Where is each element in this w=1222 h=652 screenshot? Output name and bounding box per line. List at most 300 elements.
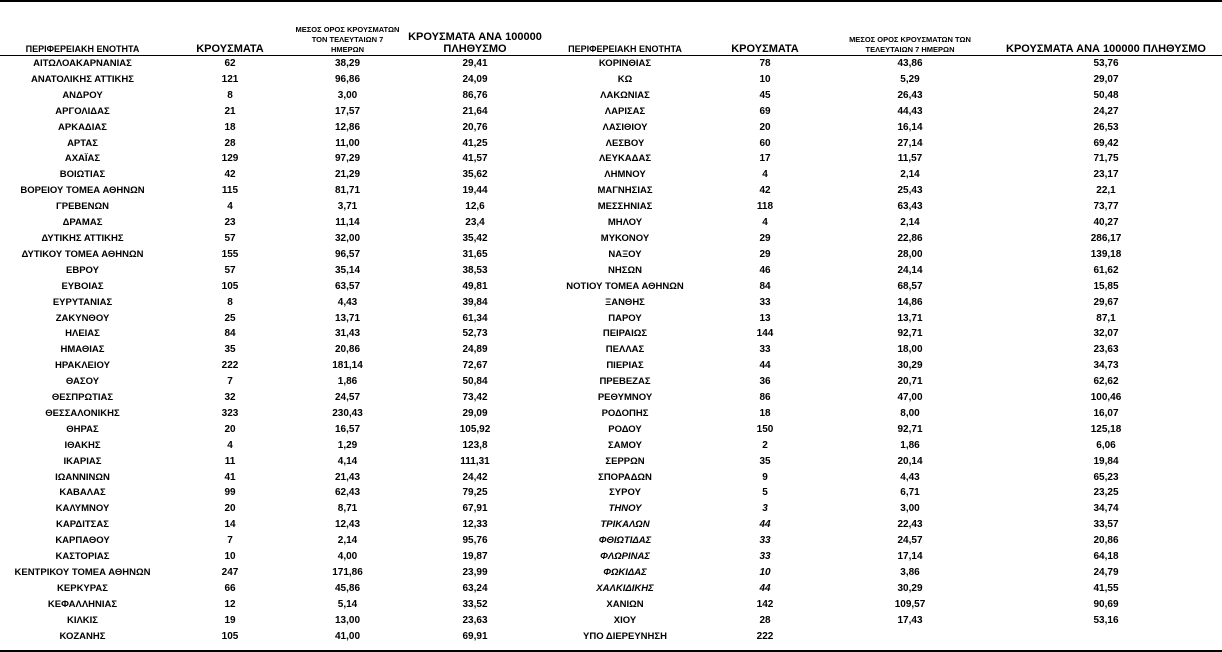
table-row [0, 183, 1222, 199]
cases-cell: 32 [224, 392, 236, 404]
avg7-cell: 4,43 [900, 471, 920, 483]
avg7-cell [830, 629, 990, 645]
avg7-cell: 20,14 [897, 455, 923, 467]
avg7-cell: 2,14 [900, 217, 920, 229]
per100k-cell: 61,34 [462, 312, 488, 324]
per100k-cell: 39,84 [462, 296, 488, 308]
avg7-cell: 4,43 [337, 296, 358, 308]
cases-cell: 13 [759, 312, 771, 324]
avg7-cell: 63,43 [897, 201, 923, 213]
covid-cases-table [0, 22, 1222, 645]
avg7-cell: 13,71 [897, 312, 923, 324]
cases-cell: 115 [221, 185, 239, 197]
per100k-cell: 35,42 [462, 232, 488, 244]
cases-cell: 155 [221, 248, 239, 260]
avg7-cell: 181,14 [332, 360, 363, 372]
cases-cell: 57 [224, 264, 236, 276]
region-cell: ΞΑΝΘΗΣ [605, 296, 645, 308]
region-cell: ΜΥΚΟΝΟΥ [600, 232, 650, 244]
table-row [0, 549, 1222, 565]
col-header-cases: ΚΡΟΥΣΜΑΤΑ [165, 22, 295, 56]
avg7-cell: 5,14 [337, 598, 358, 610]
table-row [0, 295, 1222, 311]
avg7-cell: 16,57 [334, 423, 361, 435]
cases-cell: 84 [224, 328, 236, 340]
per100k-cell: 33,52 [462, 598, 488, 610]
region-cell: ΕΒΡΟΥ [66, 264, 99, 276]
per100k-cell: 29,67 [1093, 296, 1119, 308]
cases-cell: 84 [759, 280, 771, 292]
per100k-cell: 34,74 [1093, 503, 1119, 515]
per100k-cell: 86,76 [462, 89, 488, 101]
cases-cell: 323 [221, 407, 239, 419]
per100k-cell: 23,17 [1093, 169, 1119, 181]
region-cell: ΑΙΤΩΛΟΑΚΑΡΝΑΝΙΑΣ [33, 58, 132, 69]
per100k-cell: 23,25 [1093, 487, 1119, 499]
cases-cell: 33 [759, 535, 771, 547]
avg7-cell: 30,29 [897, 360, 923, 372]
table-row [0, 517, 1222, 533]
per100k-cell: 95,76 [462, 535, 488, 547]
avg7-cell: 16,14 [897, 121, 923, 133]
region-cell: ΤΗΝΟΥ [608, 503, 642, 515]
per100k-cell: 21,64 [462, 105, 488, 117]
per100k-cell: 41,55 [1093, 582, 1119, 594]
avg7-cell: 4,14 [337, 455, 358, 467]
region-cell: ΡΟΔΟΥ [608, 423, 642, 435]
cases-cell: 41 [224, 471, 236, 483]
col-header-region-2: ΠΕΡΙΦΕΡΕΙΑΚΗ ΕΝΟΤΗΤΑ [550, 22, 700, 56]
cases-cell: 62 [224, 58, 236, 69]
avg7-cell: 1,29 [337, 439, 358, 451]
region-cell: ΡΟΔΟΠΗΣ [601, 407, 649, 419]
cases-cell: 7 [227, 376, 233, 388]
region-cell: ΚΕΝΤΡΙΚΟΥ ΤΟΜΕΑ ΑΘΗΝΩΝ [14, 567, 151, 578]
cases-cell: 20 [224, 503, 236, 515]
per100k-cell: 40,27 [1093, 217, 1119, 229]
cases-cell: 29 [759, 232, 771, 244]
region-cell: ΥΠΟ ΔΙΕΡΕΥΝΗΣΗ [583, 630, 667, 642]
region-cell: ΗΜΑΘΙΑΣ [60, 344, 105, 356]
per100k-cell: 63,24 [462, 582, 488, 594]
avg7-cell: 1,86 [337, 376, 358, 388]
table-row [0, 613, 1222, 629]
cases-cell: 105 [221, 630, 239, 642]
region-cell: ΝΑΞΟΥ [608, 248, 642, 260]
avg7-cell: 11,57 [897, 153, 923, 165]
per100k-cell: 87,1 [1096, 312, 1116, 324]
region-cell: ΜΕΣΣΗΝΙΑΣ [597, 201, 653, 213]
per100k-cell: 31,65 [462, 248, 488, 260]
per100k-cell: 69,91 [462, 630, 488, 642]
per100k-cell: 23,63 [462, 614, 488, 626]
per100k-cell: 24,42 [462, 471, 488, 483]
per100k-cell: 6,06 [1096, 439, 1116, 451]
region-cell: ΙΩΑΝΝΙΝΩΝ [55, 471, 110, 483]
avg7-cell: 47,00 [897, 392, 923, 404]
region-cell: ΛΑΡΙΣΑΣ [604, 105, 646, 117]
cases-cell: 23 [224, 217, 236, 229]
cases-cell: 33 [759, 344, 771, 356]
avg7-cell: 17,14 [897, 551, 923, 563]
avg7-cell: 21,43 [334, 471, 361, 483]
region-cell: ΔΥΤΙΚΗΣ ΑΤΤΙΚΗΣ [41, 232, 124, 244]
avg7-cell: 11,00 [335, 137, 360, 149]
region-cell: ΝΟΤΙΟΥ ΤΟΜΕΑ ΑΘΗΝΩΝ [566, 280, 684, 292]
avg7-cell: 12,43 [334, 519, 361, 531]
avg7-cell: 26,43 [897, 89, 923, 101]
per100k-cell: 35,62 [462, 169, 488, 181]
col-header-avg7: ΜΕΣΟΣ ΟΡΟΣ ΚΡΟΥΣΜΑΤΩΝ ΤΟΝ ΤΕΛΕΥΤΑΙΩΝ 7 ΗΜΕΡΩΝ [295, 22, 400, 56]
region-cell: ΘΕΣΣΑΛΟΝΙΚΗΣ [45, 407, 120, 419]
avg7-cell: 3,00 [337, 89, 358, 101]
avg7-cell: 20,86 [334, 344, 361, 356]
avg7-cell: 14,86 [897, 296, 923, 308]
region-cell: ΠΑΡΟΥ [608, 312, 642, 324]
cases-cell: 42 [759, 185, 771, 197]
region-cell: ΦΛΩΡΙΝΑΣ [600, 551, 650, 563]
avg7-cell: 17,57 [334, 105, 361, 117]
avg7-cell: 25,43 [897, 185, 923, 197]
table-row [0, 629, 1222, 645]
per100k-cell: 12,33 [462, 519, 488, 531]
avg7-cell: 22,43 [897, 519, 923, 531]
avg7-cell: 41,00 [334, 630, 361, 642]
table-row [0, 136, 1222, 152]
per100k-cell: 139,18 [1090, 248, 1122, 260]
cases-cell: 44 [759, 582, 771, 594]
cases-cell: 21 [224, 105, 236, 117]
avg7-cell: 68,57 [897, 280, 923, 292]
avg7-cell: 1,86 [900, 439, 920, 451]
per100k-cell: 50,48 [1093, 89, 1119, 101]
table-row [0, 358, 1222, 374]
region-cell: ΝΗΣΩΝ [608, 264, 642, 276]
avg7-cell: 21,29 [334, 169, 361, 181]
avg7-cell: 45,86 [334, 582, 361, 594]
table-row [0, 326, 1222, 342]
per100k-cell: 53,76 [1093, 58, 1119, 69]
cases-cell: 5 [762, 487, 768, 499]
col-header-region: ΠΕΡΙΦΕΡΕΙΑΚΗ ΕΝΟΤΗΤΑ [0, 22, 165, 56]
per100k-cell: 24,27 [1093, 105, 1119, 117]
cases-cell: 28 [224, 137, 236, 149]
region-cell: ΦΘΙΩΤΙΔΑΣ [598, 535, 652, 547]
cases-cell: 129 [221, 153, 239, 165]
region-cell: ΘΗΡΑΣ [66, 423, 99, 435]
per100k-cell: 105,92 [459, 423, 491, 435]
table-row [0, 72, 1222, 88]
col-header-per100k-2: ΚΡΟΥΣΜΑΤΑ ΑΝΑ 100000 ΠΛΗΘΥΣΜΟ [990, 22, 1222, 56]
table-row [0, 533, 1222, 549]
cases-cell: 18 [224, 121, 236, 133]
per100k-cell: 29,09 [462, 407, 488, 419]
cases-cell: 3 [762, 503, 768, 515]
per100k-cell: 33,57 [1093, 519, 1119, 531]
per100k-cell: 23,4 [465, 217, 485, 229]
avg7-cell: 24,14 [897, 264, 923, 276]
cases-cell: 10 [759, 567, 771, 578]
per100k-cell: 49,81 [462, 280, 488, 292]
table-row [0, 231, 1222, 247]
cases-cell: 4 [762, 169, 768, 181]
avg7-cell: 96,86 [334, 73, 361, 85]
region-cell: ΜΗΛΟΥ [607, 217, 643, 229]
avg7-cell: 3,00 [900, 503, 920, 515]
per100k-cell: 286,17 [1090, 232, 1122, 244]
region-cell: ΣΕΡΡΩΝ [605, 455, 645, 467]
avg7-cell: 20,71 [897, 376, 923, 388]
region-cell: ΑΡΚΑΔΙΑΣ [58, 121, 107, 133]
avg7-cell: 30,29 [897, 582, 923, 594]
region-cell: ΖΑΚΥΝΘΟΥ [55, 312, 110, 324]
cases-cell: 28 [759, 614, 771, 626]
per100k-cell: 29,07 [1093, 73, 1119, 85]
per100k-cell: 65,23 [1093, 471, 1119, 483]
region-cell: ΣΑΜΟΥ [608, 439, 642, 451]
avg7-cell: 18,00 [897, 344, 923, 356]
per100k-cell: 15,85 [1093, 280, 1119, 292]
cases-cell: 4 [227, 201, 233, 213]
table-row [0, 454, 1222, 470]
table-row [0, 406, 1222, 422]
avg7-cell: 27,14 [897, 137, 923, 149]
per100k-cell: 20,76 [462, 121, 488, 133]
region-cell: ΛΑΣΙΘΙΟΥ [602, 121, 648, 133]
cases-cell: 25 [224, 312, 236, 324]
region-cell: ΛΗΜΝΟΥ [604, 169, 646, 181]
header-row [0, 22, 1222, 56]
table-row [0, 311, 1222, 327]
cases-cell: 247 [221, 567, 239, 578]
avg7-cell: 92,71 [897, 328, 923, 340]
table-row [0, 279, 1222, 295]
avg7-cell: 171,86 [332, 567, 363, 578]
per100k-cell: 19,44 [462, 185, 488, 197]
cases-cell: 14 [224, 519, 236, 531]
region-cell: ΜΑΓΝΗΣΙΑΣ [597, 185, 653, 197]
per100k-cell: 12,6 [465, 201, 485, 213]
table-row [0, 374, 1222, 390]
cases-cell: 35 [224, 344, 236, 356]
region-cell: ΣΥΡΟΥ [609, 487, 641, 499]
per100k-cell: 79,25 [462, 487, 488, 499]
cases-cell: 35 [759, 455, 771, 467]
table-row [0, 422, 1222, 438]
cases-cell: 17 [759, 153, 771, 165]
region-cell: ΕΥΒΟΙΑΣ [61, 280, 104, 292]
per100k-cell: 26,53 [1093, 121, 1119, 133]
region-cell: ΙΚΑΡΙΑΣ [63, 455, 102, 467]
cases-cell: 45 [759, 89, 771, 101]
table-row [0, 342, 1222, 358]
region-cell: ΓΡΕΒΕΝΩΝ [56, 201, 109, 213]
avg7-cell: 11,14 [335, 217, 360, 229]
avg7-cell: 97,29 [334, 153, 361, 165]
region-cell: ΙΘΑΚΗΣ [64, 439, 101, 451]
region-cell: ΑΝΔΡΟΥ [62, 89, 103, 101]
region-cell: ΚΑΡΔΙΤΣΑΣ [56, 519, 109, 531]
per100k-cell: 62,62 [1093, 376, 1119, 388]
cases-cell: 8 [227, 296, 233, 308]
region-cell: ΚΑΡΠΑΘΟΥ [55, 535, 110, 547]
cases-cell: 78 [759, 58, 771, 69]
cases-cell: 33 [759, 296, 771, 308]
avg7-cell: 6,71 [900, 487, 920, 499]
col-header-cases-2: ΚΡΟΥΣΜΑΤΑ [700, 22, 830, 56]
table-row [0, 88, 1222, 104]
region-cell: ΗΛΕΙΑΣ [65, 328, 100, 340]
region-cell: ΑΡΓΟΛΙΔΑΣ [55, 105, 110, 117]
region-cell: ΑΝΑΤΟΛΙΚΗΣ ΑΤΤΙΚΗΣ [31, 73, 134, 85]
per100k-cell: 24,79 [1093, 567, 1119, 578]
table-row [0, 215, 1222, 231]
table-row [0, 501, 1222, 517]
cases-cell: 7 [227, 535, 233, 547]
per100k-cell: 123,8 [462, 439, 488, 451]
per100k-cell: 19,84 [1093, 455, 1119, 467]
table-row [0, 151, 1222, 167]
region-cell: ΚΑΒΑΛΑΣ [59, 487, 106, 499]
per100k-cell: 23,99 [462, 567, 488, 578]
cases-cell: 9 [762, 471, 768, 483]
cases-cell: 66 [224, 582, 236, 594]
cases-cell: 29 [759, 248, 771, 260]
per100k-cell: 22,1 [1096, 185, 1116, 197]
per100k-cell: 61,62 [1093, 264, 1119, 276]
cases-cell: 42 [224, 169, 236, 181]
per100k-cell: 100,46 [1090, 392, 1122, 404]
region-cell: ΠΕΛΛΑΣ [605, 344, 645, 356]
avg7-cell: 81,71 [334, 185, 361, 197]
region-cell: ΒΟΡΕΙΟΥ ΤΟΜΕΑ ΑΘΗΝΩΝ [20, 185, 145, 197]
cases-cell: 222 [756, 630, 774, 642]
cases-cell: 19 [224, 614, 236, 626]
cases-cell: 118 [756, 201, 774, 213]
cases-cell: 10 [224, 551, 236, 563]
avg7-cell: 92,71 [897, 423, 923, 435]
cases-cell: 99 [224, 487, 236, 499]
region-cell: ΛΕΣΒΟΥ [605, 137, 645, 149]
cases-cell: 2 [762, 439, 768, 451]
region-cell: ΑΧΑΪΑΣ [64, 153, 101, 165]
region-cell: ΔΥΤΙΚΟΥ ΤΟΜΕΑ ΑΘΗΝΩΝ [21, 248, 144, 260]
cases-cell: 150 [756, 423, 774, 435]
table-row [0, 565, 1222, 581]
per100k-cell: 50,84 [462, 376, 488, 388]
avg7-cell: 12,86 [334, 121, 361, 133]
avg7-cell: 2,14 [337, 535, 358, 547]
cases-cell: 121 [221, 73, 239, 85]
cases-cell: 10 [759, 73, 771, 85]
region-cell: ΧΑΛΚΙΔΙΚΗΣ [596, 582, 654, 594]
cases-cell: 57 [224, 232, 236, 244]
region-cell: ΤΡΙΚΑΛΩΝ [600, 519, 650, 531]
cases-cell: 144 [756, 328, 774, 340]
per100k-cell: 125,18 [1090, 423, 1122, 435]
region-cell: ΚΑΛΥΜΝΟΥ [55, 503, 110, 515]
per100k-cell: 34,73 [1093, 360, 1119, 372]
per100k-cell: 38,53 [462, 264, 488, 276]
cases-cell: 105 [221, 280, 239, 292]
avg7-cell: 3,86 [900, 567, 920, 578]
cases-cell: 44 [759, 519, 771, 531]
region-cell: ΠΡΕΒΕΖΑΣ [599, 376, 651, 388]
avg7-cell: 24,57 [897, 535, 923, 547]
per100k-cell: 41,57 [462, 153, 488, 165]
per100k-cell: 111,31 [460, 455, 490, 467]
cases-cell: 86 [759, 392, 771, 404]
avg7-cell: 230,43 [332, 407, 363, 419]
avg7-cell: 2,14 [900, 169, 920, 181]
per100k-cell: 23,63 [1093, 344, 1119, 356]
table-row [0, 581, 1222, 597]
region-cell: ΚΟΡΙΝΘΙΑΣ [598, 58, 652, 69]
top-rule [0, 0, 1222, 2]
region-cell: ΧΙΟΥ [613, 614, 637, 626]
per100k-cell: 72,67 [462, 360, 488, 372]
avg7-cell: 109,57 [894, 598, 926, 610]
cases-cell: 8 [227, 89, 233, 101]
per100k-cell: 19,87 [462, 551, 488, 563]
per100k-cell: 64,18 [1093, 551, 1119, 563]
table-row [0, 263, 1222, 279]
col-header-avg7-2: ΜΕΣΟΣ ΟΡΟΣ ΚΡΟΥΣΜΑΤΩΝ ΤΩΝ ΤΕΛΕΥΤΑΙΩΝ 7 ΗΜΕΡΩΝ [830, 22, 990, 56]
per100k-cell: 20,86 [1093, 535, 1119, 547]
avg7-cell: 31,43 [334, 328, 361, 340]
region-cell: ΚΕΦΑΛΛΗΝΙΑΣ [47, 598, 118, 610]
avg7-cell: 96,57 [334, 248, 361, 260]
region-cell: ΠΕΙΡΑΙΩΣ [602, 328, 648, 340]
cases-cell: 20 [759, 121, 771, 133]
table-row [0, 120, 1222, 136]
cases-cell: 222 [221, 360, 239, 372]
per100k-cell: 24,89 [462, 344, 488, 356]
avg7-cell: 8,00 [900, 407, 920, 419]
per100k-cell [990, 629, 1222, 645]
per100k-cell: 67,91 [462, 503, 488, 515]
region-cell: ΦΩΚΙΔΑΣ [603, 567, 647, 578]
table-row [0, 199, 1222, 215]
cases-cell: 46 [759, 264, 771, 276]
avg7-cell: 4,00 [337, 551, 358, 563]
avg7-cell: 35,14 [334, 264, 361, 276]
region-cell: ΛΑΚΩΝΙΑΣ [600, 89, 650, 101]
avg7-cell: 8,71 [337, 503, 358, 515]
avg7-cell: 24,57 [334, 392, 361, 404]
region-cell: ΑΡΤΑΣ [67, 137, 98, 149]
avg7-cell: 63,57 [334, 280, 361, 292]
region-cell: ΔΡΑΜΑΣ [62, 217, 103, 229]
per100k-cell: 52,73 [462, 328, 488, 340]
per100k-cell: 24,09 [462, 73, 488, 85]
avg7-cell: 22,86 [897, 232, 923, 244]
table-row [0, 390, 1222, 406]
cases-cell: 142 [756, 598, 774, 610]
per100k-cell: 71,75 [1093, 153, 1119, 165]
per100k-cell: 16,07 [1093, 407, 1119, 419]
avg7-cell: 62,43 [334, 487, 361, 499]
cases-cell: 33 [759, 551, 771, 563]
cases-cell: 18 [759, 407, 771, 419]
region-cell: ΘΑΣΟΥ [65, 376, 100, 388]
cases-cell: 60 [759, 137, 771, 149]
table-row [0, 56, 1222, 72]
avg7-cell: 13,00 [334, 614, 361, 626]
per100k-cell: 29,41 [462, 58, 488, 69]
table-row [0, 438, 1222, 454]
region-cell: ΚΕΡΚΥΡΑΣ [57, 582, 108, 594]
